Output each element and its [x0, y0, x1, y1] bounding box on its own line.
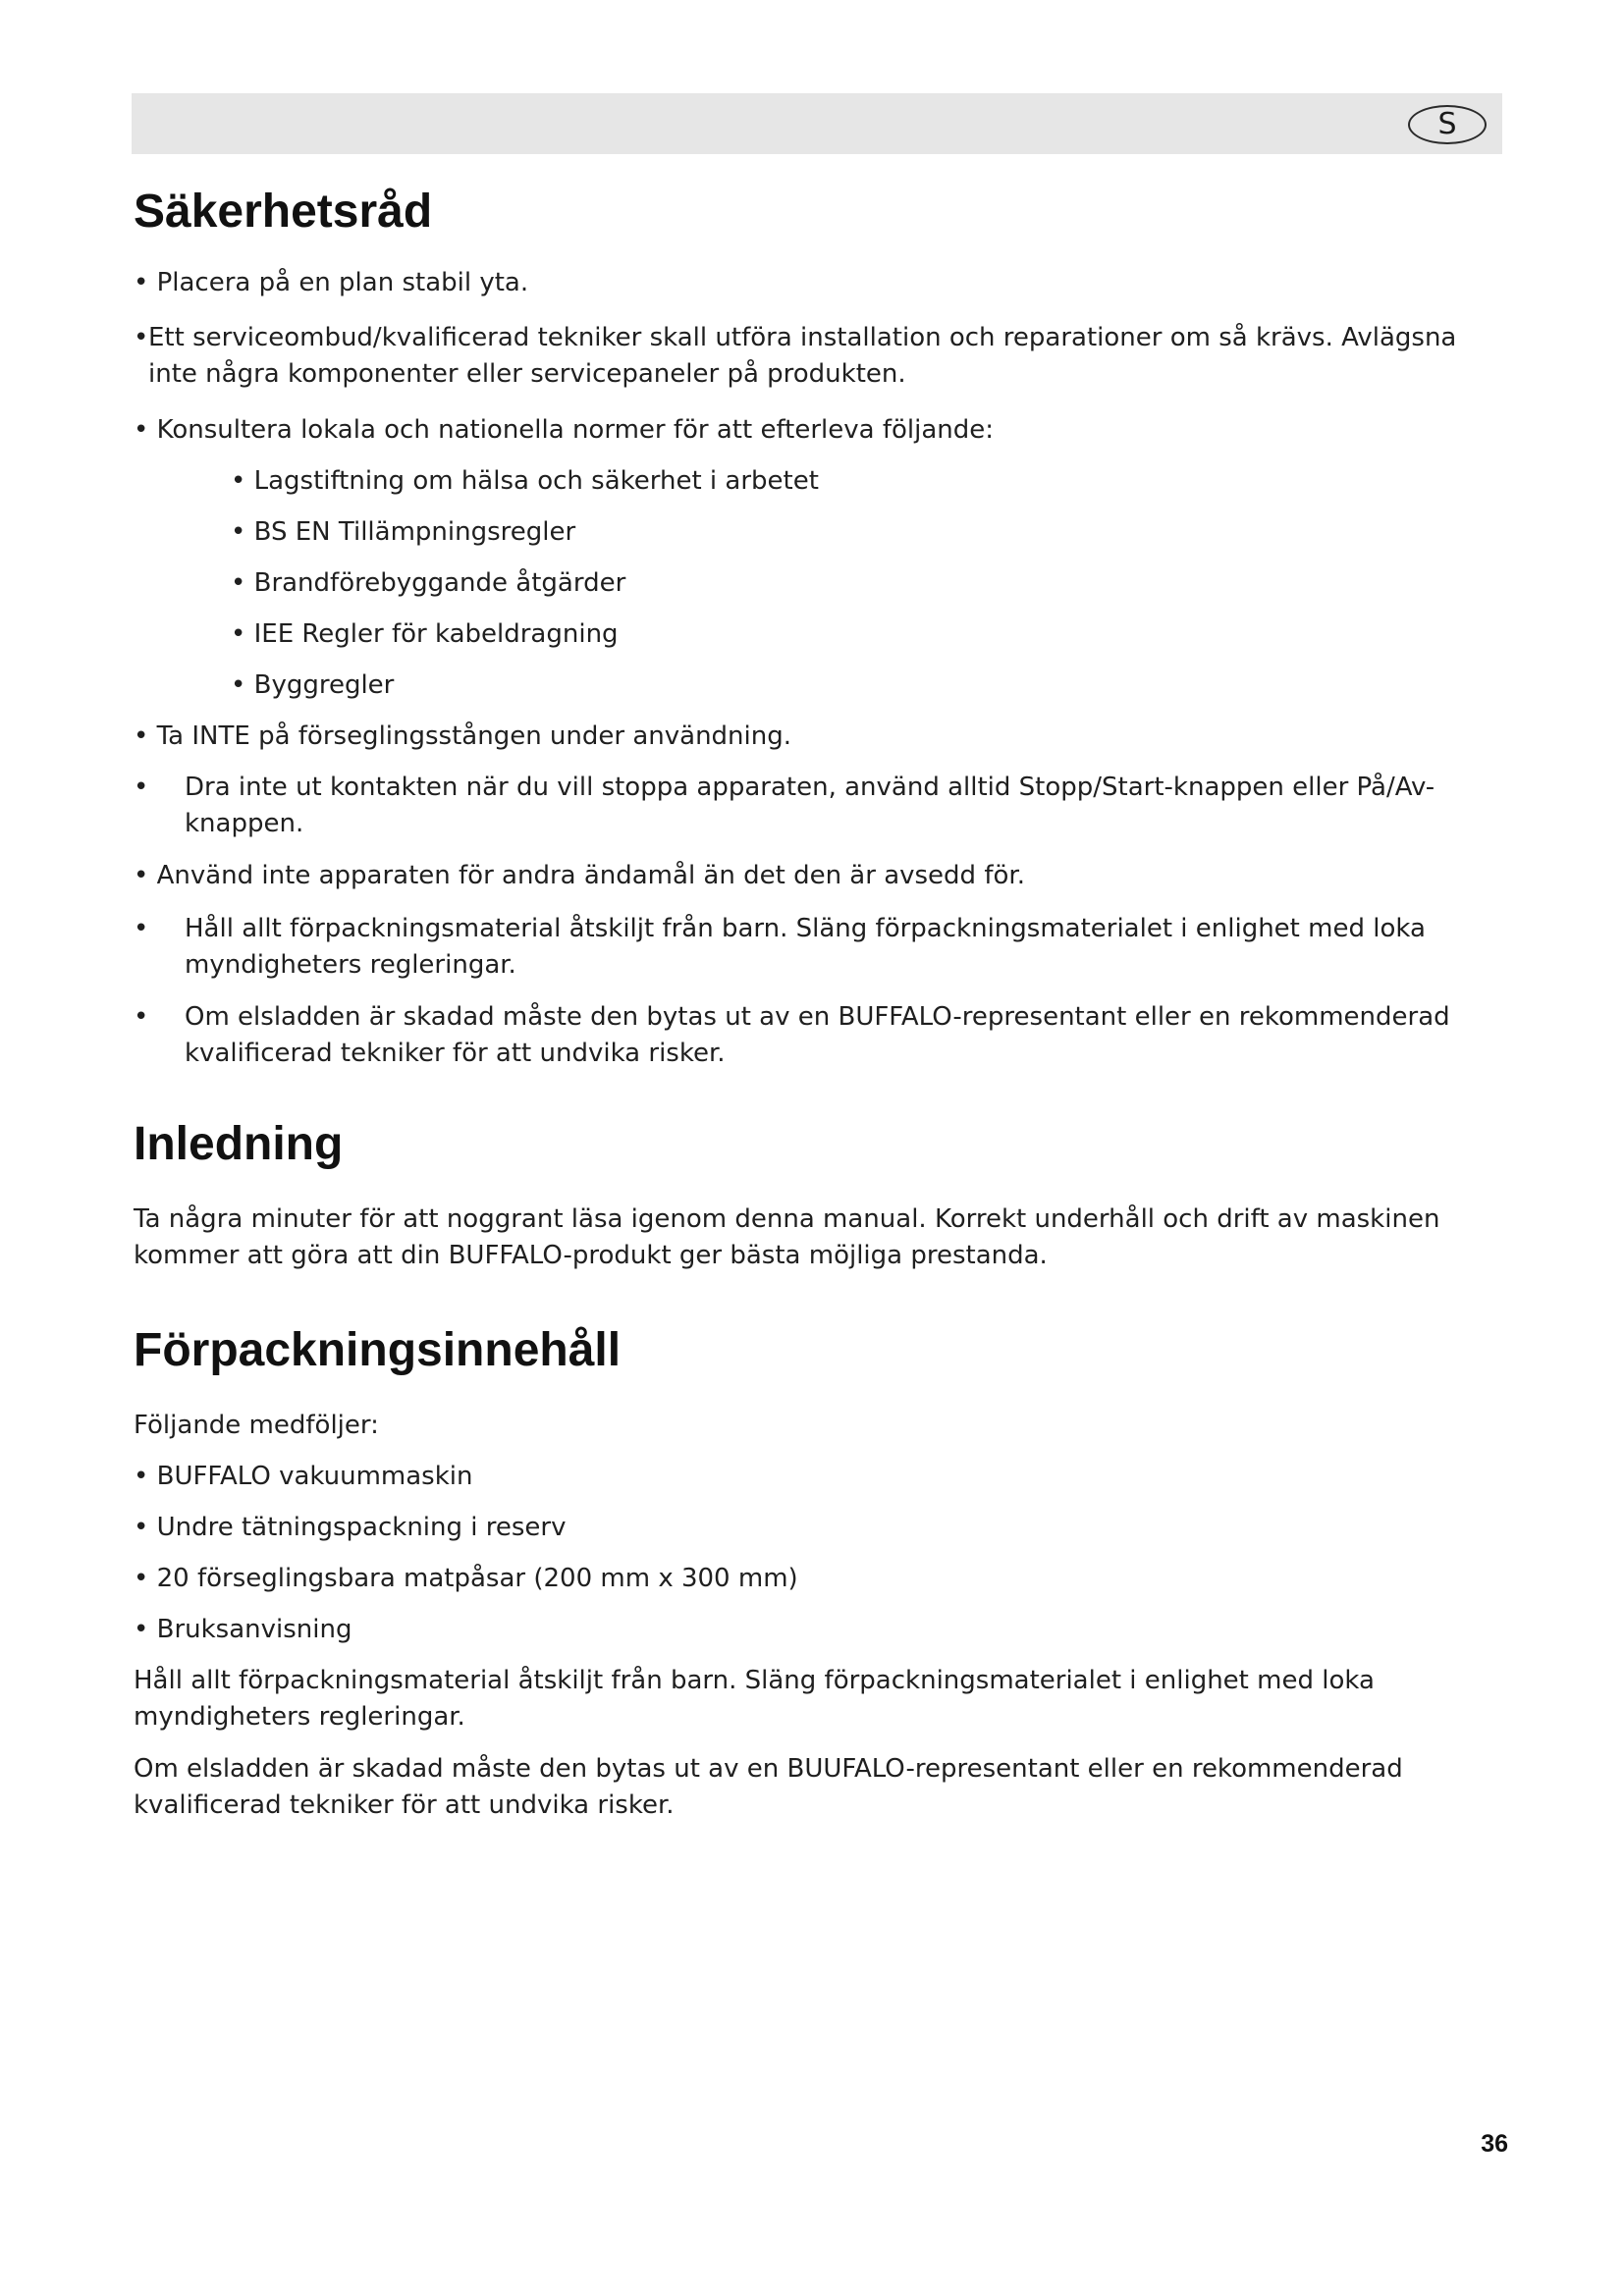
bullet-glyph: •: [134, 773, 149, 802]
safety-item: [134, 320, 1498, 393]
safety-subitem: • Brandförebyggande åtgärder: [231, 568, 626, 598]
safety-subitem: • IEE Regler för kabeldragning: [231, 619, 619, 649]
safety-item: • Konsultera lokala och nationella normer för att efterleva följande:: [134, 415, 995, 445]
contents-para: Om elsladden är skadad måste den bytas ut av en BUUFALO-representant eller en rekommenderad kvalificerad tekniker för att undvika risker.: [134, 1754, 1403, 1820]
safety-subitem: • BS EN Tillämpningsregler: [231, 517, 576, 547]
safety-item: [134, 911, 1498, 984]
header-bar: [132, 93, 1502, 154]
contents-item: • Bruksanvisning: [134, 1615, 352, 1644]
safety-item: • Placera på en plan stabil yta.: [134, 268, 529, 297]
safety-item: • Använd inte apparaten för andra ändamål än det den är avsedd för.: [134, 861, 1025, 890]
safety-heading: Säkerhetsråd: [134, 186, 433, 238]
safety-item: • Ta INTE på förseglingsstången under användning.: [134, 721, 792, 751]
contents-item: • BUFFALO vakuummaskin: [134, 1462, 473, 1491]
bullet-glyph: •: [134, 914, 149, 943]
bullet-glyph: •: [134, 1002, 149, 1032]
safety-item: [134, 770, 1498, 842]
contents-para: Håll allt förpackningsmaterial åtskiljt från barn. Släng förpackningsmaterialet i enlighet med loka myndigheters regleringar.: [134, 1666, 1375, 1732]
contents-lead: Följande medföljer:: [134, 1411, 379, 1440]
contents-item: • 20 förseglingsbara matpåsar (200 mm x 300 mm): [134, 1564, 798, 1593]
bullet-glyph: •: [134, 323, 149, 352]
safety-subitem: • Byggregler: [231, 670, 395, 700]
intro-heading: Inledning: [134, 1118, 344, 1170]
language-badge: S: [1408, 105, 1487, 144]
safety-item: [134, 999, 1498, 1072]
safety-item-text: Om elsladden är skadad måste den bytas ut av en BUFFALO-representant eller en rekommenderad kvalificerad tekniker för att undvika risker.: [185, 1002, 1450, 1068]
contents-item: • Undre tätningspackning i reserv: [134, 1513, 567, 1542]
intro-text: Ta några minuter för att noggrant läsa igenom denna manual. Korrekt underhåll och drift av maskinen kommer att göra att din BUFFALO-produkt ger bästa möjliga prestanda.: [134, 1204, 1440, 1270]
contents-heading: Förpackningsinnehåll: [134, 1324, 622, 1376]
safety-item-text: Dra inte ut kontakten när du vill stoppa apparaten, använd alltid Stopp/Start-knappen eller På/Av-knappen.: [185, 773, 1435, 838]
safety-subitem: • Lagstiftning om hälsa och säkerhet i arbetet: [231, 466, 819, 496]
safety-item-text: Ett serviceombud/kvalificerad tekniker skall utföra installation och reparationer om så krävs. Avlägsna inte några komponenter eller servicepaneler på produkten.: [148, 323, 1457, 389]
page-number: 36: [1481, 2130, 1508, 2158]
safety-item-text: Håll allt förpackningsmaterial åtskiljt från barn. Släng förpackningsmaterialet i enlighet med loka myndigheters regleringar.: [185, 914, 1426, 980]
